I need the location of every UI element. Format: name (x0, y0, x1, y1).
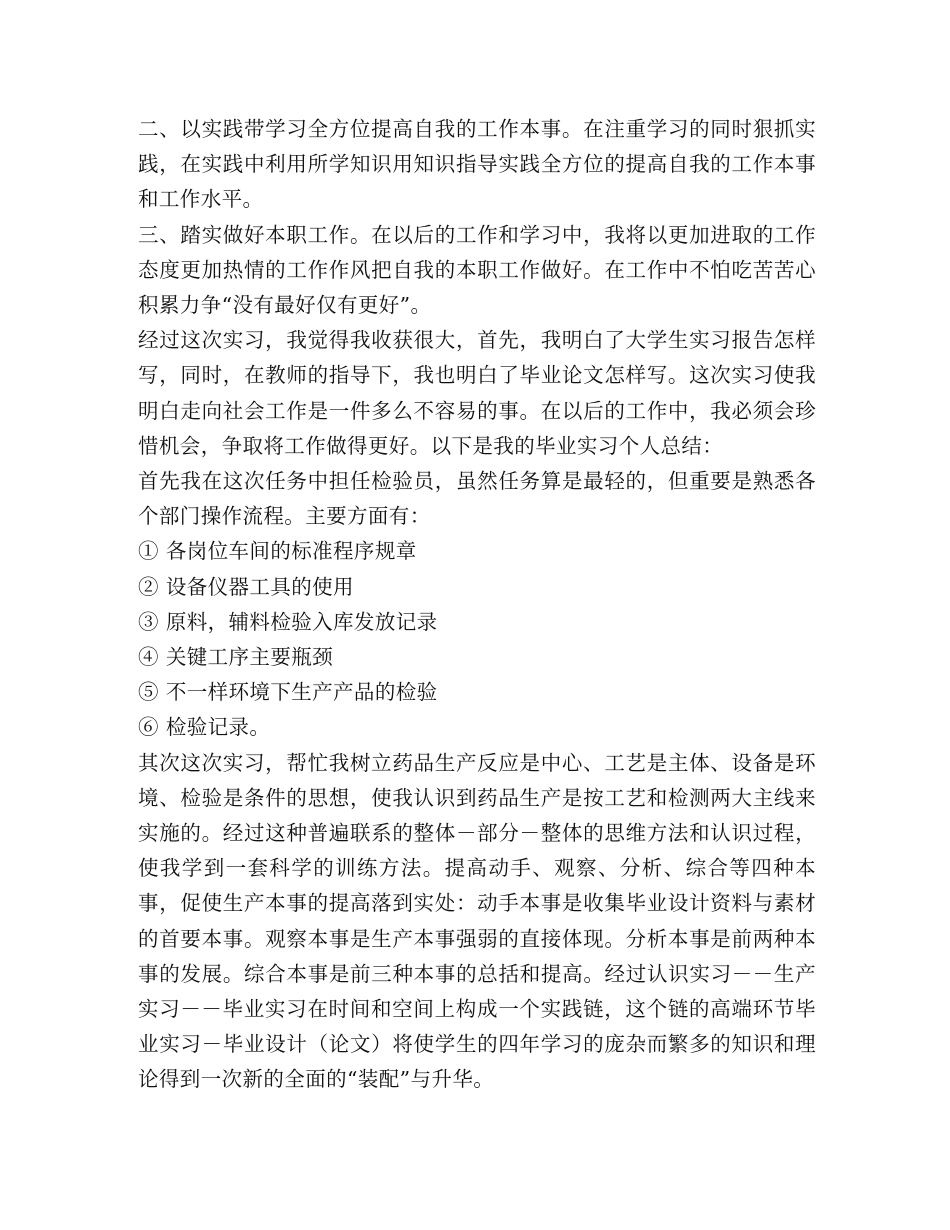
paragraph-duty: 三、踏实做好本职工作。在以后的工作和学习中，我将以更加进取的工作态度更加热情的工作作风把自我的本职工作做好。在工作中不怕吃苦苦心积累力争“没有最好仅有更好”。 (138, 222, 816, 318)
paragraph-inspector-role: 首先我在这次任务中担任检验员，虽然任务算是最轻的，但重要是熟悉各个部门操作流程。主要方面有： (138, 469, 816, 529)
paragraph-practice: 二、以实践带学习全方位提高自我的工作本事。在注重学习的同时狠抓实践，在实践中利用所学知识用知识指导实践全方位的提高自我的工作本事和工作水平。 (138, 117, 816, 212)
list-item: ③ 原料，辅料检验入库发放记录 (138, 609, 438, 634)
aspects-list (138, 534, 816, 745)
list-item: ⑥ 检验记录。 (138, 715, 271, 740)
list-item: ⑤ 不一样环境下生产产品的检验 (138, 680, 438, 705)
paragraph-summary-intro: 经过这次实习，我觉得我收获很大，首先，我明白了大学生实习报告怎样写，同时，在教师的指导下，我也明白了毕业论文怎样写。这次实习使我明白走向社会工作是一件多么不容易的事。在以后的工作中，我必须会珍惜机会，争取将工作做得更好。以下是我的毕业实习个人总结： (138, 328, 816, 458)
document-body (138, 112, 816, 1098)
paragraph-methodology: 其次这次实习，帮忙我树立药品生产反应是中心、工艺是主体、设备是环境、检验是条件的思想，使我认识到药品生产是按工艺和检测两大主线来实施的。经过这种普遍联系的整体－部分－整体的思维方法和认识过程，使我学到一套科学的训练方法。提高动手、观察、分析、综合等四种本事，促使生产本事的提高落到实处：动手本事是收集毕业设计资料与素材的首要本事。观察本事是生产本事强弱的直接体现。分析本事是前两种本事的发展。综合本事是前三种本事的总括和提高。经过认识实习－－生产实习－－毕业实习在时间和空间上构成一个实践链，这个链的高端环节毕业实习－毕业设计（论文）将使学生的四年学习的庞杂而繁多的知识和理论得到一次新的全面的“装配”与升华。 (138, 750, 816, 1092)
list-item: ② 设备仪器工具的使用 (138, 574, 354, 599)
list-item: ① 各岗位车间的标准程序规章 (138, 539, 417, 564)
list-item: ④ 关键工序主要瓶颈 (138, 645, 334, 670)
